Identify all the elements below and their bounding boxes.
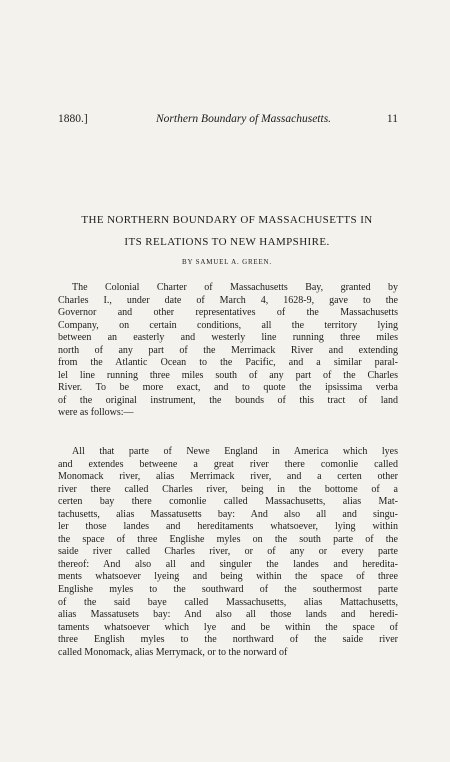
article-title-line-1: THE NORTHERN BOUNDARY OF MASSACHUSETTS IN	[81, 214, 373, 226]
text-line: between an easterly and westerly line running three miles	[58, 332, 398, 344]
text-line: the space of three Englishe myles on the south parte of the	[58, 533, 398, 545]
article-title	[40, 209, 414, 253]
text-line: north of any part of the Merrimack River and extending	[58, 344, 398, 356]
text-line: alias Massatusets bay: And also all those lands and heredi-	[58, 609, 398, 621]
text-line: thereof: And also all and singuler the landes and heredita-	[58, 558, 398, 570]
running-head-year: 1880.]	[58, 113, 88, 125]
text-line: of the said baye called Massachusetts, alias Mattachusetts,	[58, 596, 398, 608]
text-line: Englishe myles to the southward of the southermost parte	[58, 584, 398, 596]
text-line: lel line running three miles south of any part of the Charles	[58, 369, 398, 381]
text-line: called Monomack, alias Merrymack, or to the norward of	[58, 646, 288, 658]
text-line: of the original instrument, the bounds of this tract of land	[58, 394, 398, 406]
text-line: The Colonial Charter of Massachusetts Bay, granted by	[72, 282, 398, 293]
text-line: saide river called Charles river, or of any or every parte	[58, 546, 398, 558]
text-line: River. To be more exact, and to quote the ipsissima verba	[58, 382, 398, 394]
text-line: Charles I., under date of March 4, 1628-9, gave to the	[58, 294, 398, 306]
text-line: taments whatsoever which lye and be within the space of	[58, 621, 398, 633]
page-number: 11	[386, 113, 398, 125]
text-line: Company, on certain conditions, all the territory lying	[58, 319, 398, 331]
text-line: tachusetts, alias Massatusetts bay: And also all and singu-	[58, 508, 398, 520]
text-line: Governor and other representatives of the Massachusetts	[58, 307, 398, 319]
article-byline: BY SAMUEL A. GREEN.	[182, 258, 272, 266]
text-line: river there called Charles river, being in the bottome of a	[58, 483, 398, 495]
text-line: Monomack river, alias Merrimack river, and a certen other	[58, 471, 398, 483]
running-head-title: Northern Boundary of Massachusetts.	[156, 113, 332, 125]
text-line: certen bay there comonlie called Massachusetts, alias Mat-	[58, 496, 398, 508]
article-title-line-2: ITS RELATIONS TO NEW HAMPSHIRE.	[124, 236, 330, 248]
text-line: were as follows:—	[58, 407, 134, 419]
paragraph-1	[58, 282, 398, 420]
running-head	[58, 111, 398, 127]
text-line: All that parte of Newe England in America which lyes	[72, 446, 398, 457]
paragraph-2-charter-quote	[58, 446, 398, 659]
text-line: three English myles to the northward of the saide river	[58, 634, 398, 646]
text-line: ments whatsoever lyeing and being within the space of three	[58, 571, 398, 583]
text-line: ler those landes and hereditaments whatsoever, lying within	[58, 521, 398, 533]
text-line: and extendes betweene a great river there comonlie called	[58, 458, 398, 470]
text-line: from the Atlantic Ocean to the Pacific, and a similar paral-	[58, 357, 398, 369]
